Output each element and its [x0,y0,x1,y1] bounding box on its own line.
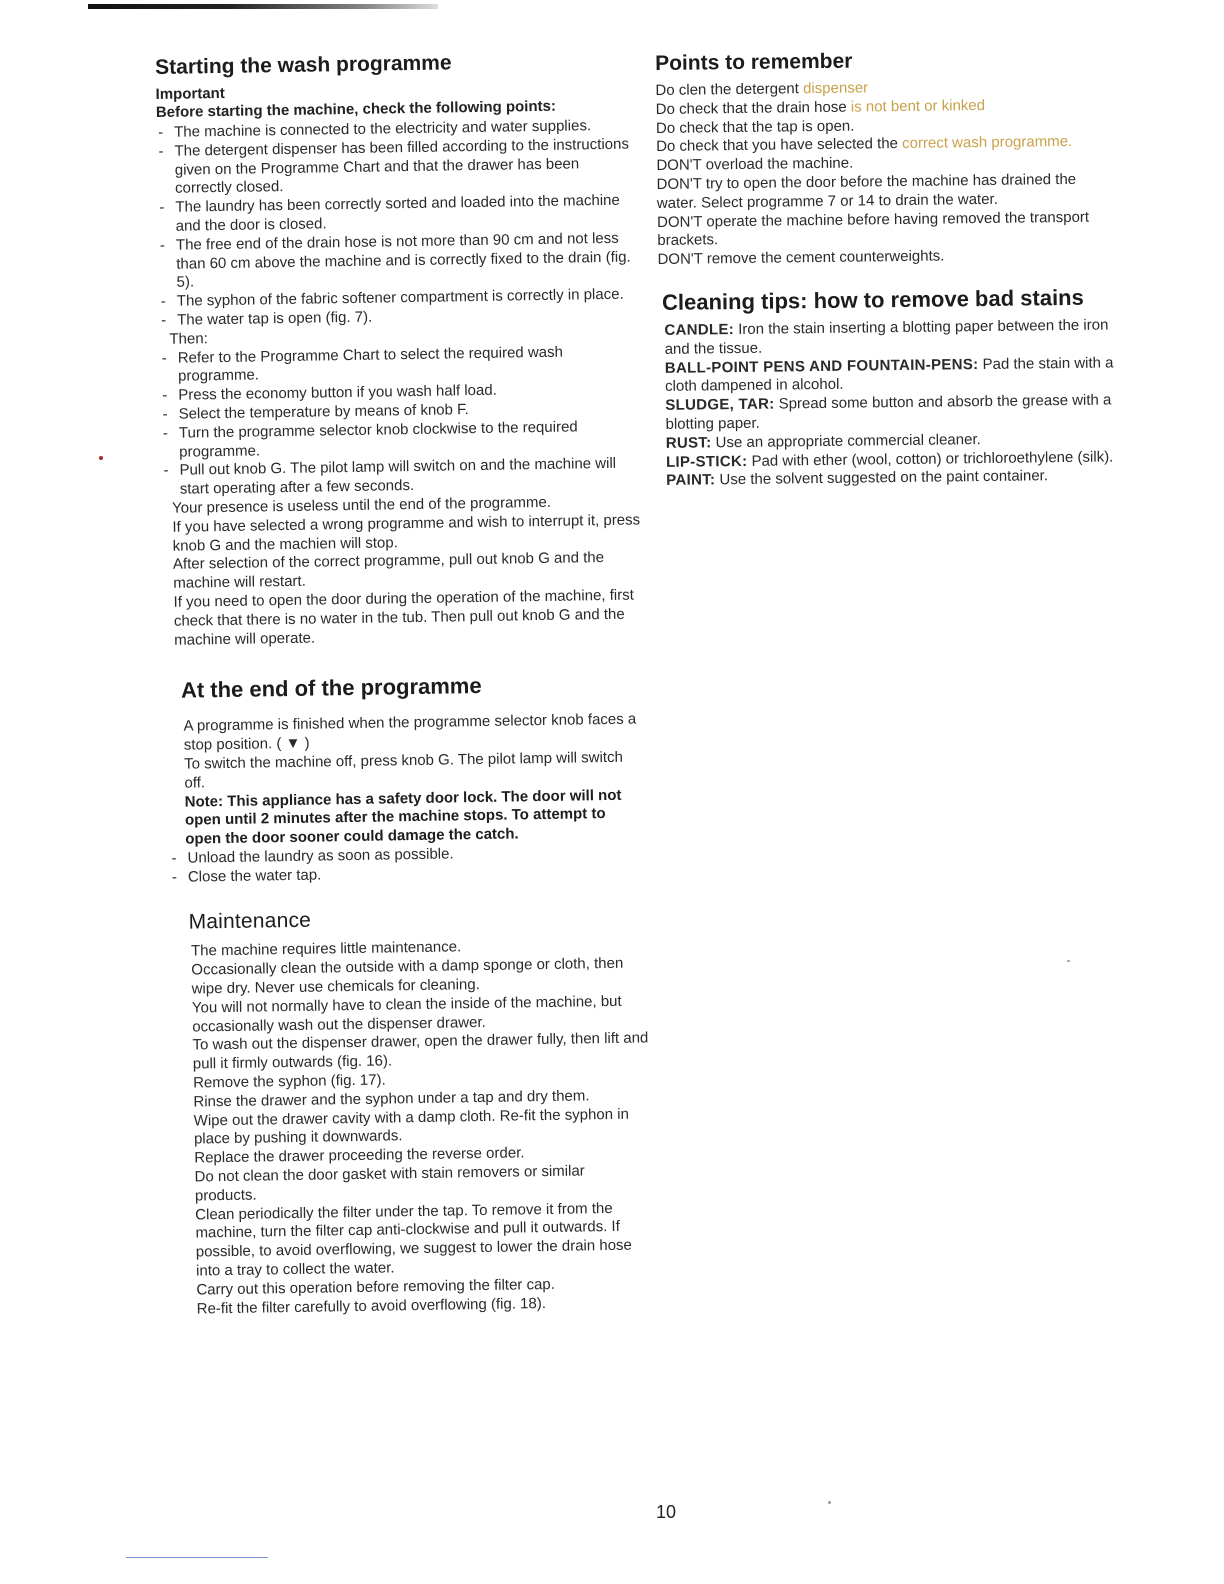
point-item: DON'T remove the cement counterweights. [657,247,945,269]
section-title-cleaning: Cleaning tips: how to remove bad stains [661,284,1084,315]
check-list [156,116,637,330]
paragraph: Clean periodically the filter under the tap. To remove it from the machine, turn the filter cap anti-clockwise and pull it outwards. If possible, to avoid overflowing, we suggest to lower the drain hose into a tray to collect the water. [195,1199,632,1280]
start-paragraphs [172,492,642,650]
paragraph: Rinse the drawer and the syphon under a tap and dry them. [193,1087,590,1111]
point-item: DON'T try to open the door before the machine has drained the water. Select programme 7 or 14 to drain the water. [656,170,1077,212]
list-item: - The detergent dispenser has been filled according to the instructions given on the Programme Chart and that the drawer has been correctly closed. [156,135,635,199]
list-item: - The syphon of the fabric softener compartment is correctly in place. [159,286,637,312]
list-item: - Turn the programme selector knob clockwise to the required programme. [161,417,640,462]
paragraph: If you need to open the door during the operation of the machine, first check that there is no water in the tub. Then pull out knob G and the machine will operate. [173,586,634,649]
tip-item: CANDLE: Iron the stain inserting a blotting paper between the iron and the tissue. [664,316,1109,358]
point-item: Do check that you have selected the correct wash programme. [656,133,1073,156]
paragraph: Wipe out the drawer cavity with a damp cloth. Re-fit the syphon in place by pushing it downwards. [193,1105,630,1148]
cleaning-tips [664,316,1122,491]
paragraph: The machine requires little maintenance. [190,938,462,961]
paragraph: To wash out the dispenser drawer, open the drawer fully, then lift and pull it firmly outwards (fig. 16). [192,1029,649,1073]
tip-item: LIP-STICK: Pad with ether (wool, cotton) or trichloroethylene (silk). [665,447,1114,471]
tip-item: SLUDGE, TAR: Spread some button and absorb the grease with a blotting paper. [665,391,1112,433]
list-item: - The water tap is open (fig. 7). [159,304,637,330]
list-item: - Unload the laundry as soon as possible. [169,842,645,868]
list-item: - Press the economy button if you wash half load. [160,380,638,406]
list-item: - Refer to the Programme Chart to select the required wash programme. [160,342,639,387]
point-item: Do clen the detergent dispenser [655,79,869,99]
page-number: 10 [656,1502,677,1522]
tip-item: PAINT: Use the solvent suggested on the paint container. [666,467,1049,490]
paragraph: To switch the machine off, press knob G. The pilot lamp will switch off. [183,748,624,792]
tip-item: BALL-POINT PENS AND FOUNTAIN-PENS: Pad the stain with a cloth dampened in alcohol. [664,353,1114,396]
end-section [183,711,646,887]
list-item: - The machine is connected to the electricity and water supplies. [156,116,634,142]
section-title-maintenance: Maintenance [188,909,312,935]
points-list [655,76,1119,270]
list-item: - The laundry has been correctly sorted and loaded into the machine and the door is closed. [157,192,636,237]
paragraph: After selection of the correct programme, pull out knob G and the machine will restart. [172,549,605,592]
scan-speck [99,456,103,460]
paragraph: Your presence is useless until the end of the programme. [171,493,552,517]
point-item: DON'T operate the machine before having removed the transport brackets. [656,208,1090,250]
list-item: - Close the water tap. [170,861,646,887]
maintenance-section [191,936,653,1319]
list-item: - Pull out knob G. The pilot lamp will switch on and the machine will start operating after a few seconds. [161,455,640,500]
important-label: Important [155,84,225,103]
right-column [655,46,1122,491]
paragraph: Do not clean the door gasket with stain removers or similar products. [194,1162,585,1205]
paragraph: Replace the drawer proceeding the reverse order. [194,1144,525,1167]
paragraph: A programme is finished when the programme selector knob faces a stop position. ( ▼ ) [183,710,637,754]
point-item: DON'T overload the machine. [656,154,854,175]
paragraph: Occasionally clean the outside with a damp sponge or cloth, then wipe dry. Never use chemicals for cleaning. [191,955,624,998]
paragraph: If you have selected a wrong programme and wish to interrupt it, press knob G and the machien will stop. [172,511,641,555]
left-column [155,48,653,1319]
scan-speck [828,1501,831,1504]
end-list [169,842,646,887]
section-title-points: Points to remember [655,49,853,75]
paragraph: Remove the syphon (fig. 17). [193,1071,386,1092]
then-list [160,342,640,500]
paragraph: Re-fit the filter carefully to avoid overflowing (fig. 18). [196,1294,547,1318]
point-item: Do check that the drain hose is not bent or kinked [655,96,986,118]
paragraph: You will not normally have to clean the inside of the machine, but occasionally wash out the dispenser drawer. [191,992,622,1036]
tip-item: RUST: Use an appropriate commercial cleaner. [665,430,981,452]
list-item: - The free end of the drain hose is not more than 90 cm and not less than 60 cm above the machine and is correctly fixed to the drain (fig. 5). [158,229,637,293]
before-check-heading: Before starting the machine, check the following points: [155,97,557,121]
point-item: Do check that the tap is open. [655,117,855,137]
section-title-end: At the end of the programme [180,673,482,703]
scan-speck [1067,960,1070,962]
section-title-starting: Starting the wash programme [155,51,452,79]
scan-edge-line [126,1557,268,1558]
then-label: Then: [169,329,208,348]
list-item: - Select the temperature by means of knob F. [160,398,638,424]
scan-edge-mark [88,4,438,9]
safety-note: Note: This appliance has a safety door lock. The door will not open until 2 minutes after the machine stops. To attempt to open the door sooner could damage the catch. [184,786,622,848]
paragraph: Carry out this operation before removing the filter cap. [196,1275,555,1299]
